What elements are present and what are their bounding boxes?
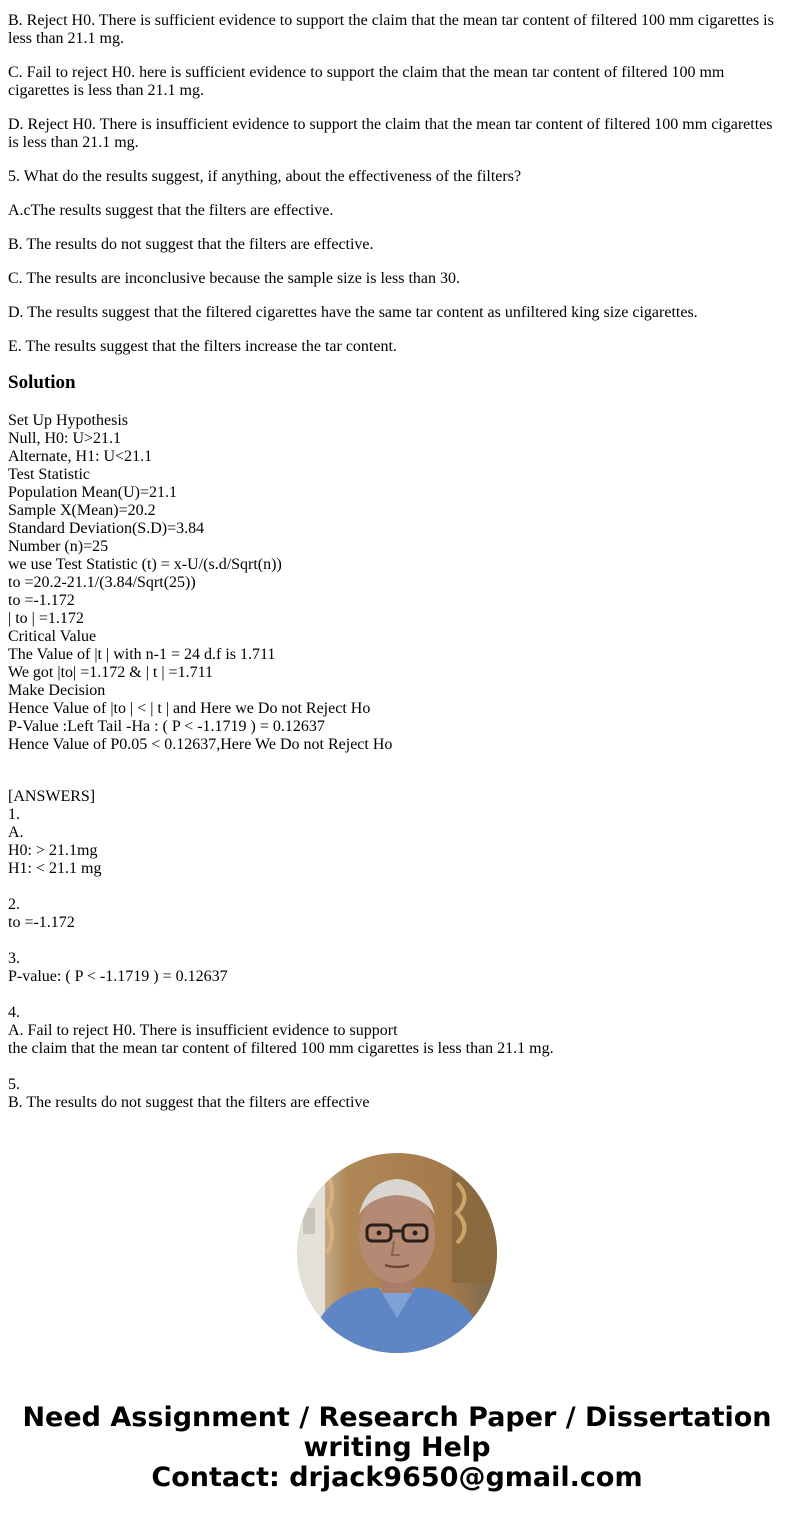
solution-line: Sample X(Mean)=20.2 <box>8 502 156 519</box>
answer-2-value: to =-1.172 <box>8 914 75 931</box>
answer-2-number: 2. <box>8 896 20 913</box>
solution-line: Alternate, H1: U<21.1 <box>8 448 153 465</box>
solution-line: P-Value :Left Tail -Ha : ( P < -1.1719 ) = 0.12637 <box>8 718 325 735</box>
answers-header: [ANSWERS] <box>8 788 96 805</box>
answer-4-number: 4. <box>8 1004 20 1021</box>
answer-1-choice: A. <box>8 824 24 841</box>
solution-line: to =20.2-21.1/(3.84/Sqrt(25)) <box>8 574 196 591</box>
avatar-portrait-image <box>297 1153 497 1353</box>
answer-1-h0: H0: > 21.1mg <box>8 842 98 859</box>
q5-prompt: 5. What do the results suggest, if anything, about the effectiveness of the filters? <box>8 168 522 185</box>
q4-option-b: B. Reject H0. There is sufficient evidence to support the claim that the mean tar content of filtered 100 mm cigarettes is less than 21.1 mg. <box>8 12 774 47</box>
footer-line-2: writing Help <box>303 1432 491 1463</box>
answer-1-number: 1. <box>8 806 20 823</box>
solution-line: we use Test Statistic (t) = x-U/(s.d/Sqrt(n)) <box>8 556 282 573</box>
solution-line: Population Mean(U)=21.1 <box>8 484 177 501</box>
author-avatar <box>297 1153 497 1353</box>
solution-line: to =-1.172 <box>8 592 75 609</box>
q4-option-d: D. Reject H0. There is insufficient evidence to support the claim that the mean tar content of filtered 100 mm cigarettes is less than 21.1 mg. <box>8 116 773 151</box>
solution-line: Number (n)=25 <box>8 538 109 555</box>
q4-option-c: C. Fail to reject H0. here is sufficient evidence to support the claim that the mean tar content of filtered 100 mm cigarettes is less than 21.1 mg. <box>8 64 725 99</box>
answer-3-number: 3. <box>8 950 20 967</box>
q5-option-b: B. The results do not suggest that the filters are effective. <box>8 236 374 253</box>
answer-4-line-1: A. Fail to reject H0. There is insufficient evidence to support <box>8 1022 398 1039</box>
solution-line: Test Statistic <box>8 466 90 483</box>
answer-4-line-2: the claim that the mean tar content of filtered 100 mm cigarettes is less than 21.1 mg. <box>8 1040 554 1057</box>
footer-contact: Contact: drjack9650@gmail.com <box>151 1462 643 1493</box>
q5-option-a: A.cThe results suggest that the filters are effective. <box>8 202 334 219</box>
footer-banner <box>0 1403 794 1493</box>
answer-5-value: B. The results do not suggest that the filters are effective <box>8 1094 370 1111</box>
solution-line: Standard Deviation(S.D)=3.84 <box>8 520 205 537</box>
answer-5-number: 5. <box>8 1076 20 1093</box>
solution-line: Null, H0: U>21.1 <box>8 430 122 447</box>
q5-option-c: C. The results are inconclusive because the sample size is less than 30. <box>8 270 461 287</box>
answer-3-value: P-value: ( P < -1.1719 ) = 0.12637 <box>8 968 228 985</box>
solution-line: Hence Value of P0.05 < 0.12637,Here We Do not Reject Ho <box>8 736 393 753</box>
solution-line: Critical Value <box>8 628 97 645</box>
solution-line: The Value of |t | with n-1 = 24 d.f is 1.711 <box>8 646 276 663</box>
q5-option-d: D. The results suggest that the filtered cigarettes have the same tar content as unfiltered king size cigarettes. <box>8 304 698 321</box>
solution-line: We got |to| =1.172 & | t | =1.711 <box>8 664 213 681</box>
footer-line-1: Need Assignment / Research Paper / Dissertation <box>22 1402 772 1433</box>
solution-steps <box>8 412 784 754</box>
solution-heading: Solution <box>8 372 76 393</box>
solution-line: Make Decision <box>8 682 106 699</box>
solution-line: | to | =1.172 <box>8 610 84 627</box>
q5-option-e: E. The results suggest that the filters increase the tar content. <box>8 338 397 355</box>
solution-line: Hence Value of |to | < | t | and Here we Do not Reject Ho <box>8 700 371 717</box>
answers-section <box>8 788 784 1112</box>
solution-line: Set Up Hypothesis <box>8 412 128 429</box>
answer-1-h1: H1: < 21.1 mg <box>8 860 102 877</box>
document-body <box>8 12 784 1112</box>
